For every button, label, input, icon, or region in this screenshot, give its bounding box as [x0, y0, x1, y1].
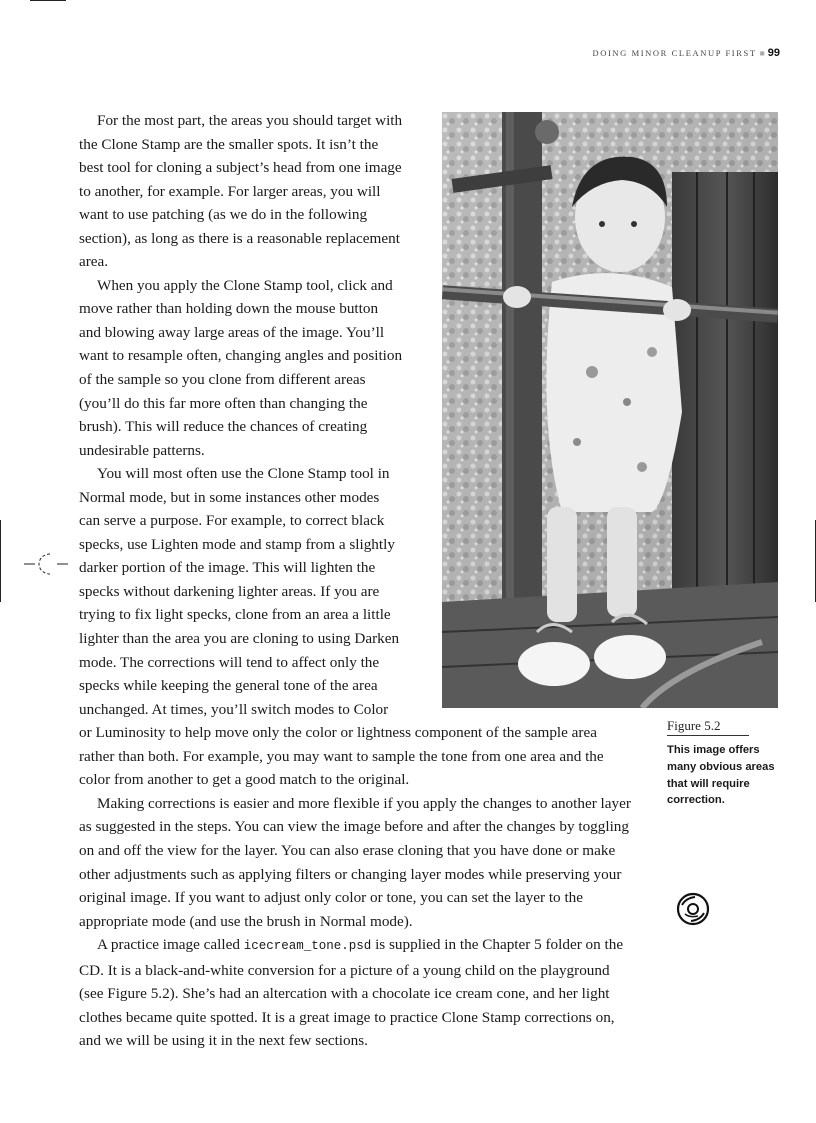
body-text — [79, 109, 631, 1053]
paragraph-1: For the most part, the areas you should target with the Clone Stamp are the smaller spots. It isn’t the best tool for cloning a subject’s head from one image to another, for example. For larger areas, you will want to use patching (as we do in the following section), as long as there is a reasonable replacement area. — [79, 112, 403, 271]
crop-mark-left — [0, 520, 1, 602]
running-head-separator: ■ — [759, 48, 765, 58]
crop-mark-top — [30, 0, 66, 1]
paragraph-4: Making corrections is easier and more flexible if you apply the changes to another layer as suggested in the steps. You can view the image before and after the changes by toggling on and off the view for the layer. You can also erase cloning that you have done or make other adjustments such as applying filters or changing layer modes while preserving your original image. If you want to adjust only color or tone, you can set the layer to the appropriate mode (and use the brush in Normal mode). — [79, 794, 631, 930]
paragraph-5 — [79, 933, 631, 1053]
registration-mark-icon — [24, 550, 68, 578]
figure-caption-text: This image offers many obvious areas that will require correction. — [667, 744, 775, 807]
cd-rom-icon — [676, 892, 710, 926]
paragraph-3: You will most often use the Clone Stamp tool in Normal mode, but in some instances other modes can serve a purpose. For example, to correct black specks, use Lighten mode and stamp from a slightly darker portion of the image. This will lighten the specks without darkening lighter areas. If you are trying to fix light specks, clone from an area a little lighter than the area you are cloning to using Darken mode. The corrections will tend to affect only the specks while keeping the general tone of the area unchanged. At times, you’ll switch modes to Color or Luminosity to help move only the color or lightness component of the sample area rather than both. For example, you may want to sample the tone from one area and the color from another to get a good match to the original. — [79, 465, 604, 789]
figure-caption — [667, 717, 787, 809]
running-head-section: DOING MINOR CLEANUP FIRST — [592, 48, 757, 58]
paragraph-5-end: is supplied in the Chapter 5 folder on the CD. It is a black-and-white conversion for a picture of a young child on the playground (see Figure 5.2). She’s had an altercation with a chocolate ice cream cone, and her light clothes became quite spotted. It is a great image to practice Clone Stamp corrections on, and we will be using it in the next few sections. — [79, 936, 624, 1050]
running-head — [592, 47, 780, 59]
page-number: 99 — [767, 47, 780, 59]
figure-label: Figure 5.2 — [667, 718, 749, 736]
figure-float-spacer — [411, 109, 631, 710]
paragraph-5-start: A practice image called — [97, 936, 244, 954]
paragraph-2: When you apply the Clone Stamp tool, click and move rather than holding down the mouse button and blowing away large areas of the image. You’ll want to resample often, changing angles and position of the sample so you clone from different areas (you’ll do this far more often than changing the brush). This will reduce the chances of creating undesirable patterns. — [79, 276, 403, 459]
practice-filename: icecream_tone.psd — [243, 939, 372, 954]
